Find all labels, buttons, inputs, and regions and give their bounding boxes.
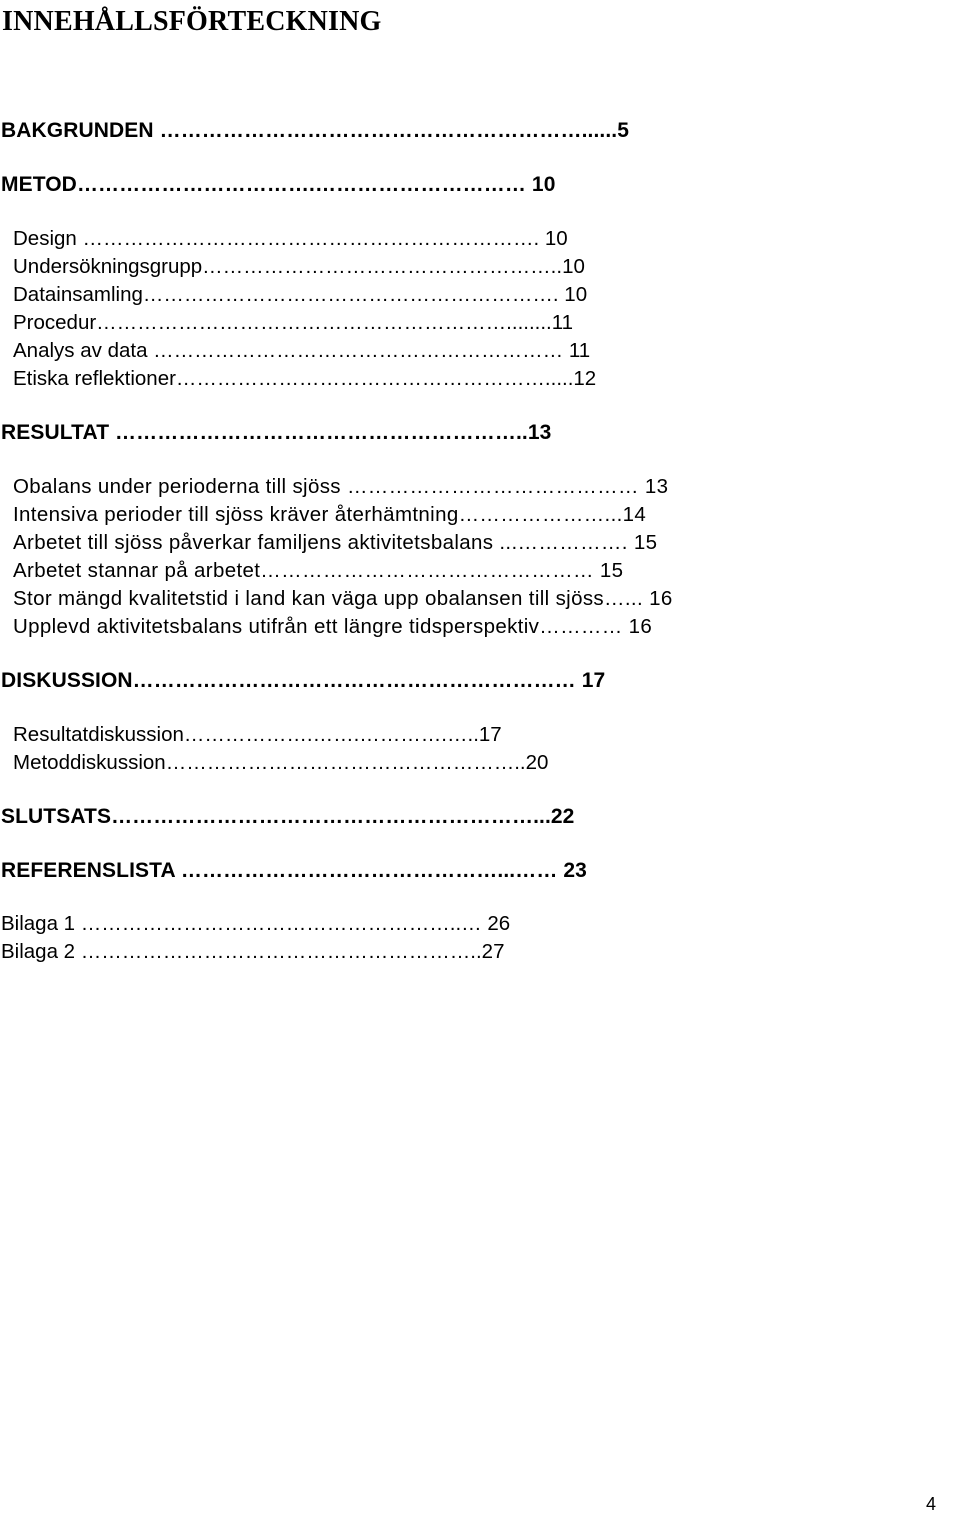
toc-entry-diskussion: DISKUSSION……………………………………………………… 17 [1, 669, 606, 692]
toc-entry-bilaga-2: Bilaga 2 …………………………………………………..27 [1, 940, 505, 963]
toc-entry-datainsamling: Datainsamling……………………………………………………. 10 [13, 283, 588, 306]
toc-entry-bakgrunden: BAKGRUNDEN ……………………………………………………......5 [1, 119, 629, 142]
toc-entry-etiska-reflektioner: Etiska reflektioner……………………………………………….....12 [13, 367, 597, 390]
toc-entry-bilaga-1: Bilaga 1 ………………………………………………..… 26 [1, 912, 511, 935]
toc-entry-metod: METOD…………………………….………………………… 10 [1, 173, 556, 196]
toc-entry-intensiva-perioder: Intensiva perioder till sjöss kräver återhämtning…………………...14 [13, 503, 647, 526]
toc-entry-resultatdiskussion: Resultatdiskussion……………….…….………….…..17 [13, 723, 502, 746]
toc-entry-design: Design …………………………………………………………. 10 [13, 227, 568, 250]
toc-entry-upplevd-aktivitetsbalans: Upplevd aktivitetsbalans utifrån ett längre tidsperspektiv………… 16 [13, 615, 653, 638]
toc-entry-undersokningsgrupp: Undersökningsgrupp……………………………………………..10 [13, 255, 585, 278]
toc-entry-obalans: Obalans under perioderna till sjöss …………………………………… 13 [13, 475, 669, 498]
page-title: INNEHÅLLSFÖRTECKNING [2, 6, 382, 37]
toc-entry-referenslista: REFERENSLISTA ………………………………………...…… 23 [1, 859, 587, 882]
toc-entry-slutsats: SLUTSATS……………………………………………………...22 [1, 805, 575, 828]
toc-entry-kvalitetstid: Stor mängd kvalitetstid i land kan väga upp obalansen till sjöss…... 16 [13, 587, 673, 610]
toc-entry-procedur: Procedur……………………………………………………........11 [13, 311, 574, 334]
toc-entry-resultat: RESULTAT …………………………………………………..13 [1, 421, 552, 444]
toc-entry-arbetet-stannar: Arbetet stannar på arbetet………………………………………… 15 [13, 559, 624, 582]
toc-entry-analys-av-data: Analys av data …………………………………………………… 11 [13, 339, 591, 362]
toc-entry-arbetet-familjens: Arbetet till sjöss påverkar familjens aktivitetsbalans ...……………. 15 [13, 531, 658, 554]
page-number: 4 [925, 1494, 936, 1514]
toc-entry-metoddiskussion: Metoddiskussion……………………………………………..20 [13, 751, 549, 774]
